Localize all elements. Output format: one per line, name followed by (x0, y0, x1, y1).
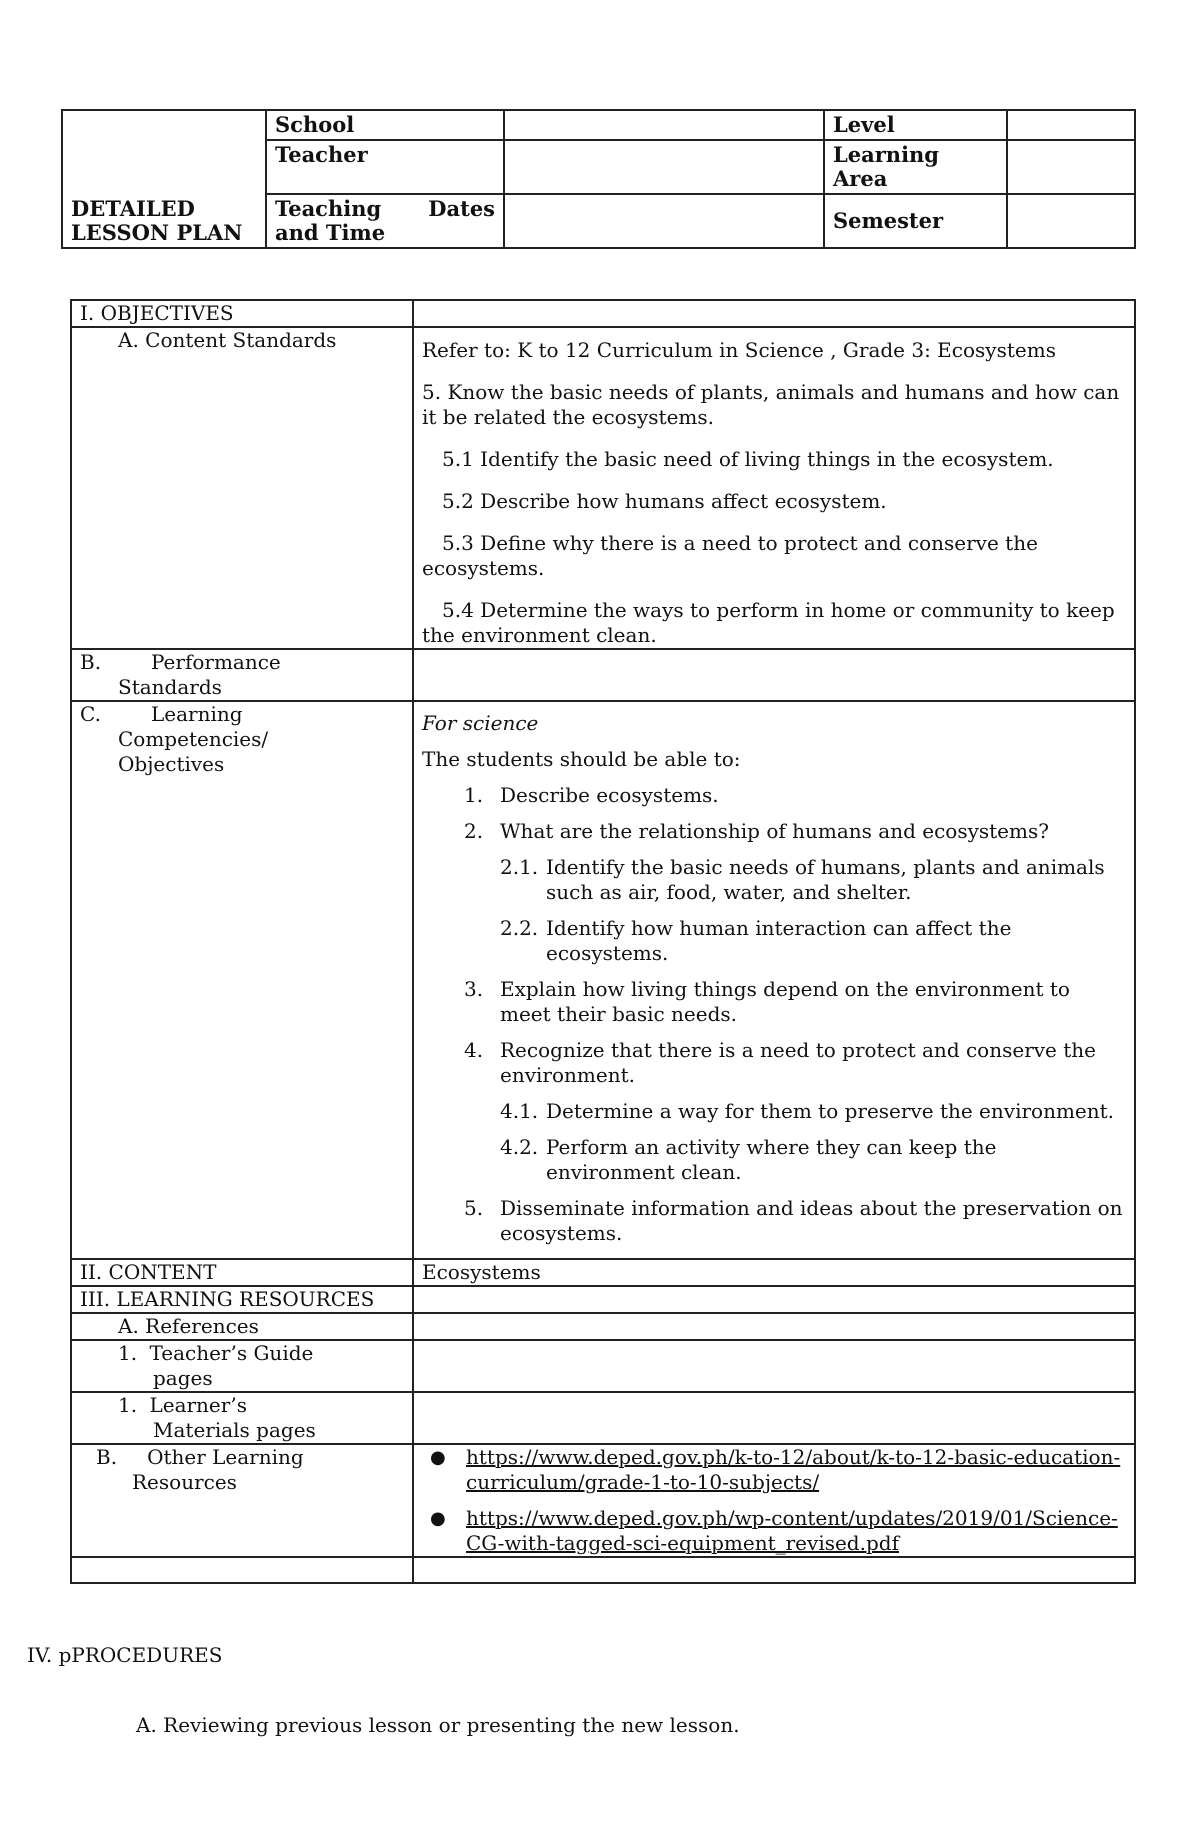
competencies-label-line-1: Learning (151, 702, 243, 726)
other-resources-label (71, 1444, 413, 1557)
dates-label (266, 194, 504, 248)
list-item: 4. Recognize that there is a need to protect and conserve the environment. (464, 1038, 1097, 1087)
learning-area-label-line-2: Area (833, 166, 888, 191)
list-item (422, 1445, 1126, 1495)
procedures-value (413, 1557, 1135, 1583)
teacher-label: Teacher (266, 140, 504, 194)
other-resources-label-line-2: Resources (132, 1470, 237, 1494)
resources-heading: III. LEARNING RESOURCES (71, 1286, 413, 1313)
list-item: 1. Describe ecosystems. (464, 783, 719, 807)
content-standards-line: 5.4 Determine the ways to perform in home or community to keep the environment clean. (422, 598, 1115, 647)
content-standards-line: 5.2 Describe how humans affect ecosystem. (442, 489, 887, 513)
other-resources-label-line-1: Other Learning (147, 1445, 304, 1469)
semester-label: Semester (824, 194, 1007, 248)
list-item: 4.1. Determine a way for them to preserve the environment. (500, 1099, 1115, 1123)
resource-links-list (422, 1445, 1126, 1556)
dates-label-line-2: and Time (275, 220, 386, 245)
content-standards-line: 5. Know the basic needs of plants, animals and humans and how can it be related the ecosystems. (422, 380, 1120, 429)
teachers-guide-num: 1. (118, 1341, 138, 1365)
level-field[interactable] (1007, 110, 1135, 140)
competencies-list (422, 783, 1126, 1246)
learning-area-label-line-1: Learning (833, 142, 939, 167)
references-label (71, 1313, 413, 1340)
content-standards-line: Refer to: K to 12 Curriculum in Science , Grade 3: Ecosystems (422, 338, 1056, 362)
procedures-heading-cell (71, 1557, 413, 1583)
content-heading: II. CONTENT (71, 1259, 413, 1286)
content-standards-label (71, 327, 413, 649)
dates-label-word-1: Teaching (275, 196, 382, 221)
resources-heading-value (413, 1286, 1135, 1313)
list-item: 2. What are the relationship of humans and ecosystems? (464, 819, 1049, 843)
dates-label-word-2: Dates (428, 196, 495, 221)
teachers-guide-value (413, 1340, 1135, 1392)
objectives-heading: I. OBJECTIVES (71, 300, 413, 327)
content-standards-body (413, 327, 1135, 649)
other-resources-letter: B. (96, 1445, 118, 1469)
competencies-label-line-2: Competencies/ (118, 727, 269, 751)
competencies-label-line-3: Objectives (118, 752, 225, 776)
school-label: School (266, 110, 504, 140)
content-value: Ecosystems (413, 1259, 1135, 1286)
competencies-body (413, 701, 1135, 1259)
performance-label-line-1: Performance (151, 650, 281, 674)
list-item: 2.2. Identify how human interaction can affect the ecosystems. (500, 916, 1012, 965)
competencies-intro: The students should be able to: (422, 747, 741, 771)
performance-standards-label (71, 649, 413, 701)
lesson-plan-table (70, 299, 1136, 1584)
level-label: Level (824, 110, 1007, 140)
teachers-guide-label-line-1: Teacher’s Guide (149, 1341, 314, 1365)
learners-materials-label (71, 1392, 413, 1444)
references-value (413, 1313, 1135, 1340)
other-resources-body (413, 1444, 1135, 1557)
references-label-text: A. References (118, 1314, 259, 1338)
list-item (422, 1506, 1126, 1556)
content-standards-line: 5.1 Identify the basic need of living things in the ecosystem. (442, 447, 1054, 471)
dates-field[interactable] (504, 194, 824, 248)
performance-letter: B. (80, 650, 102, 674)
resource-link[interactable]: https://www.deped.gov.ph/wp-content/updates/2019/01/Science-CG-with-tagged-sci-equipment_revised.pdf (466, 1506, 1118, 1555)
objectives-heading-value (413, 300, 1135, 327)
bullet-icon: ● (430, 1508, 446, 1529)
list-item: 4.2. Perform an activity where they can keep the environment clean. (500, 1135, 997, 1184)
header-table (61, 109, 1136, 249)
bullet-icon: ● (430, 1447, 446, 1468)
learning-area-label (824, 140, 1007, 194)
list-item: 5. Disseminate information and ideas about the preservation on ecosystems. (464, 1196, 1123, 1245)
learners-materials-value (413, 1392, 1135, 1444)
performance-label-line-2: Standards (118, 675, 222, 699)
competencies-label (71, 701, 413, 1259)
competencies-subject: For science (422, 711, 539, 735)
competencies-letter: C. (80, 702, 101, 726)
semester-field[interactable] (1007, 194, 1135, 248)
content-standards-label-text: A. Content Standards (118, 328, 337, 352)
procedures-heading: IV. pPROCEDURES (27, 1643, 223, 1667)
teacher-field[interactable] (504, 140, 824, 194)
procedure-item-a: A. Reviewing previous lesson or presenting the new lesson. (136, 1713, 740, 1737)
performance-standards-body (413, 649, 1135, 701)
learners-materials-num: 1. (118, 1393, 138, 1417)
lesson-plan-title (62, 110, 266, 248)
learners-materials-label-line-1: Learner’s (149, 1393, 247, 1417)
teachers-guide-label-line-2: pages (153, 1366, 213, 1390)
title-line-1: DETAILED (71, 196, 195, 221)
content-standards-line: 5.3 Define why there is a need to protect and conserve the ecosystems. (422, 531, 1038, 580)
teachers-guide-label (71, 1340, 413, 1392)
resource-link[interactable]: https://www.deped.gov.ph/k-to-12/about/k-to-12-basic-education-curriculum/grade-1-to-10-subjects/ (466, 1445, 1121, 1494)
title-line-2: LESSON PLAN (71, 220, 243, 245)
learning-area-field[interactable] (1007, 140, 1135, 194)
list-item: 2.1. Identify the basic needs of humans, plants and animals such as air, food, water, and shelter. (500, 855, 1105, 904)
school-field[interactable] (504, 110, 824, 140)
list-item: 3. Explain how living things depend on the environment to meet their basic needs. (464, 977, 1070, 1026)
learners-materials-label-line-2: Materials pages (153, 1418, 316, 1442)
